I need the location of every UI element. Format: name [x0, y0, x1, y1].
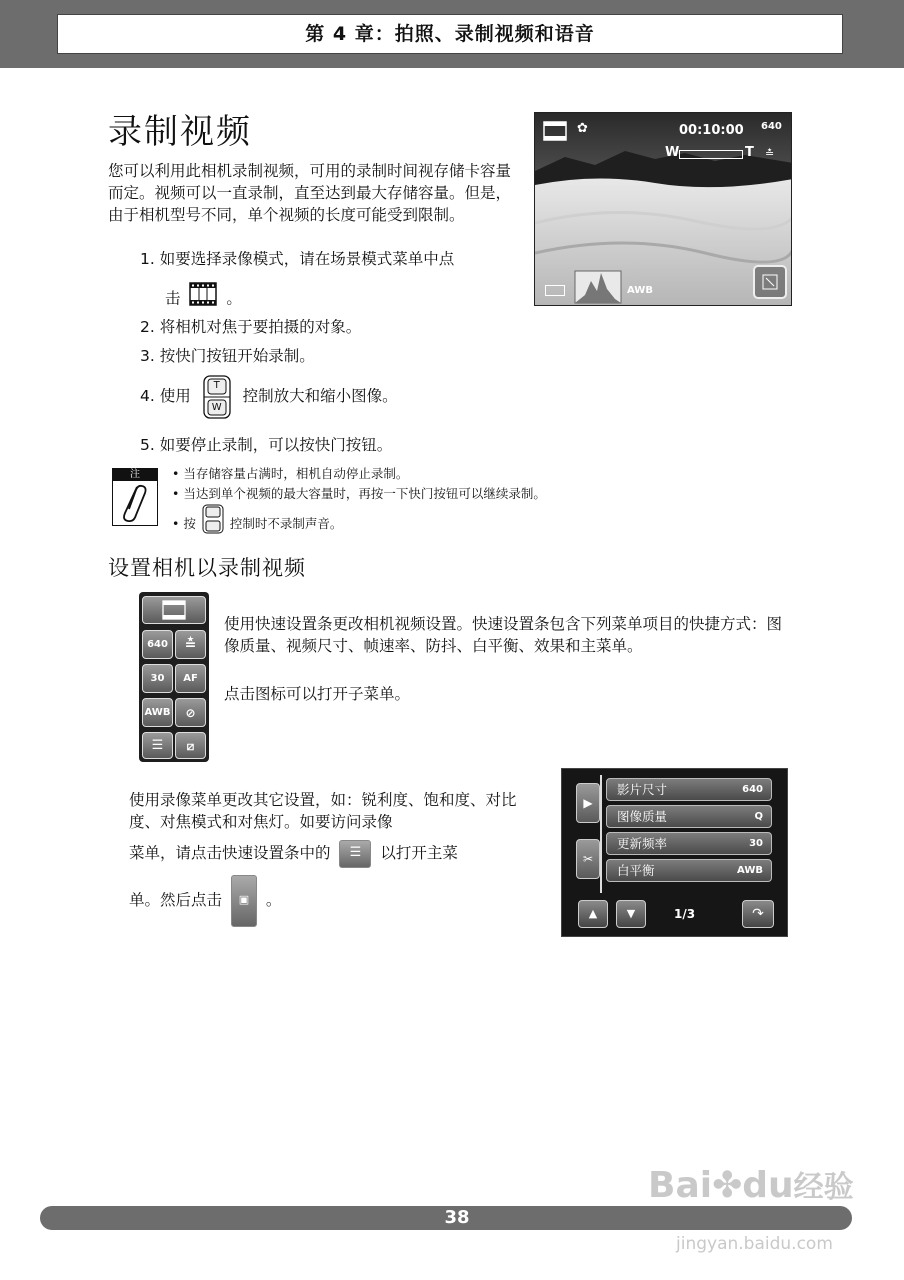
step-1-text: 如要选择录像模式，请在场景模式菜单中点	[159, 250, 455, 268]
zoom-t: T	[745, 145, 754, 160]
menu-item-image-quality[interactable]	[606, 805, 772, 828]
quick-quality-button[interactable]	[175, 630, 206, 659]
step-4-post: 控制放大和缩小图像。	[242, 387, 398, 405]
return-button[interactable]	[742, 900, 774, 928]
menu-item-icon: Q	[754, 811, 763, 822]
zoom-w-label: W	[211, 401, 222, 413]
menu-icon: ☰	[151, 738, 164, 753]
menu-item-label: 更新频率	[617, 836, 668, 851]
menu-item-icon: 30	[749, 838, 763, 849]
watermark-brand2: du	[742, 1165, 794, 1206]
menu-item-white-balance[interactable]	[606, 859, 772, 882]
note-line-3	[172, 504, 342, 534]
quick-effect-button[interactable]	[175, 698, 206, 727]
battery-icon	[545, 285, 565, 296]
wrench-icon: ✂	[582, 852, 594, 866]
exit-icon: ⧄	[186, 739, 195, 753]
zoom-bar	[679, 150, 743, 159]
main-menu-icon: ☰	[339, 840, 371, 868]
menu-description-c-post: 。	[265, 891, 282, 909]
zoom-t-label: T	[213, 379, 220, 391]
note-line-1: • 当存储容量占满时，相机自动停止录制。	[172, 466, 409, 481]
section-title-setup: 设置相机以录制视频	[108, 556, 306, 580]
arrow-down-icon: ▼	[626, 907, 636, 920]
step-4	[140, 374, 398, 418]
video-menu-screen	[561, 768, 788, 937]
watermark-url: jingyan.baidu.com	[676, 1234, 833, 1254]
zoom-lever-small-icon	[202, 504, 224, 545]
step-1-cont-text: 击	[165, 289, 181, 308]
menu-item-label: 影片尺寸	[617, 782, 668, 797]
menu-description-b	[129, 838, 458, 868]
watermark-cn: 经验	[793, 1170, 854, 1205]
quality-icon: ≛	[765, 147, 775, 160]
quick-exit-button[interactable]	[175, 732, 206, 759]
step-1	[140, 248, 520, 270]
quick-awb-button[interactable]	[142, 698, 173, 727]
video-mode-icon	[543, 121, 567, 145]
note-line-2: • 当达到单个视频的最大容量时，再按一下快门按钮可以继续录制。	[172, 486, 546, 501]
menu-item-icon: 640	[742, 784, 763, 795]
menu-item-movie-size[interactable]	[606, 778, 772, 801]
chapter-title: 第 4 章：拍照、录制视频和语音	[57, 14, 843, 54]
menu-item-icon: AWB	[737, 865, 763, 876]
step-5: 5. 如要停止录制，可以按快门按钮。	[140, 436, 393, 454]
macro-icon: ✿	[577, 121, 588, 136]
section-title-record-video: 录制视频	[108, 112, 252, 152]
step-2: 2. 将相机对焦于要拍摄的对象。	[140, 318, 362, 336]
setup-tab-button[interactable]	[576, 839, 600, 879]
quick-resolution-label: 640	[147, 639, 168, 650]
menu-item-label: 白平衡	[617, 863, 655, 878]
video-tab-button[interactable]	[576, 783, 600, 823]
film-icon	[189, 282, 217, 316]
menu-description-b-pre: 菜单，请点击快速设置条中的	[129, 844, 331, 862]
quick-af-label: AF	[183, 673, 198, 684]
quality-icon: ≛	[184, 637, 197, 653]
awb-indicator: AWB	[627, 285, 653, 296]
intro-paragraph: 您可以利用此相机录制视频，可用的录制时间视存储卡容量而定。视频可以一直录制，直至达到最大存储容量。但是，由于相机型号不同，单个视频的长度可能受到限制。	[108, 162, 512, 224]
step-1-end: 。	[226, 289, 242, 308]
quick-awb-label: AWB	[144, 707, 171, 718]
quick-af-button[interactable]	[175, 664, 206, 693]
menu-item-frame-rate[interactable]	[606, 832, 772, 855]
quick-framerate-button[interactable]	[142, 664, 173, 693]
arrow-up-icon: ▲	[588, 907, 598, 920]
video-tab-icon: ▶	[583, 796, 593, 810]
step-4-pre: 4. 使用	[140, 387, 191, 405]
step-3: 3. 按快门按钮开始录制。	[140, 347, 315, 365]
note-tag: 注	[112, 468, 158, 481]
expand-icon	[755, 267, 785, 297]
page-number: 38	[444, 1207, 470, 1228]
watermark-logo	[648, 1166, 854, 1208]
zoom-w: W	[665, 145, 680, 160]
menu-divider	[600, 775, 602, 893]
quick-framerate-label: 30	[150, 673, 165, 684]
quick-menu-button[interactable]	[142, 732, 173, 759]
effect-icon: ⊘	[185, 706, 196, 720]
record-time: 00:10:00	[679, 123, 744, 138]
quick-bar-description: 使用快速设置条更改相机视频设置。快速设置条包含下列菜单项目的快捷方式：图像质量、视频尺寸、帧速率、防抖、白平衡、效果和主菜单。	[224, 615, 783, 655]
video-menu-tab-icon: ▣	[231, 875, 257, 927]
quick-bar-hint: 点击图标可以打开子菜单。	[224, 685, 411, 703]
step-1-cont	[165, 282, 242, 312]
quick-video-mode-button[interactable]	[142, 596, 206, 624]
menu-description-c	[129, 874, 281, 926]
return-arrow-icon: ↷	[752, 906, 764, 922]
menu-description-a: 使用录像菜单更改其它设置，如：锐利度、饱和度、对比度、对焦模式和对焦灯。如要访问录像	[129, 791, 517, 831]
film-icon	[162, 600, 186, 620]
quick-resolution-button[interactable]	[142, 630, 173, 659]
menu-description-c-pre: 单。然后点击	[129, 891, 223, 909]
note-line-3-post: 控制时不录制声音。	[229, 516, 343, 531]
watermark-brand: Bai	[648, 1165, 713, 1206]
page-indicator: 1/3	[674, 907, 696, 921]
zoom-lever-icon	[202, 375, 232, 419]
page-up-button[interactable]	[578, 900, 608, 928]
quick-settings-bar	[139, 592, 209, 762]
note-line-3-pre: • 按	[172, 516, 196, 531]
page-down-button[interactable]	[616, 900, 646, 928]
camera-preview-screen	[534, 112, 792, 306]
menu-description-b-post: 以打开主菜	[380, 844, 458, 862]
menu-item-label: 图像质量	[617, 809, 668, 824]
fullscreen-toggle-button[interactable]	[753, 265, 787, 299]
paw-icon: ✤	[712, 1165, 743, 1206]
resolution-indicator: 640	[761, 121, 782, 132]
step-1-number: 1.	[140, 250, 155, 268]
